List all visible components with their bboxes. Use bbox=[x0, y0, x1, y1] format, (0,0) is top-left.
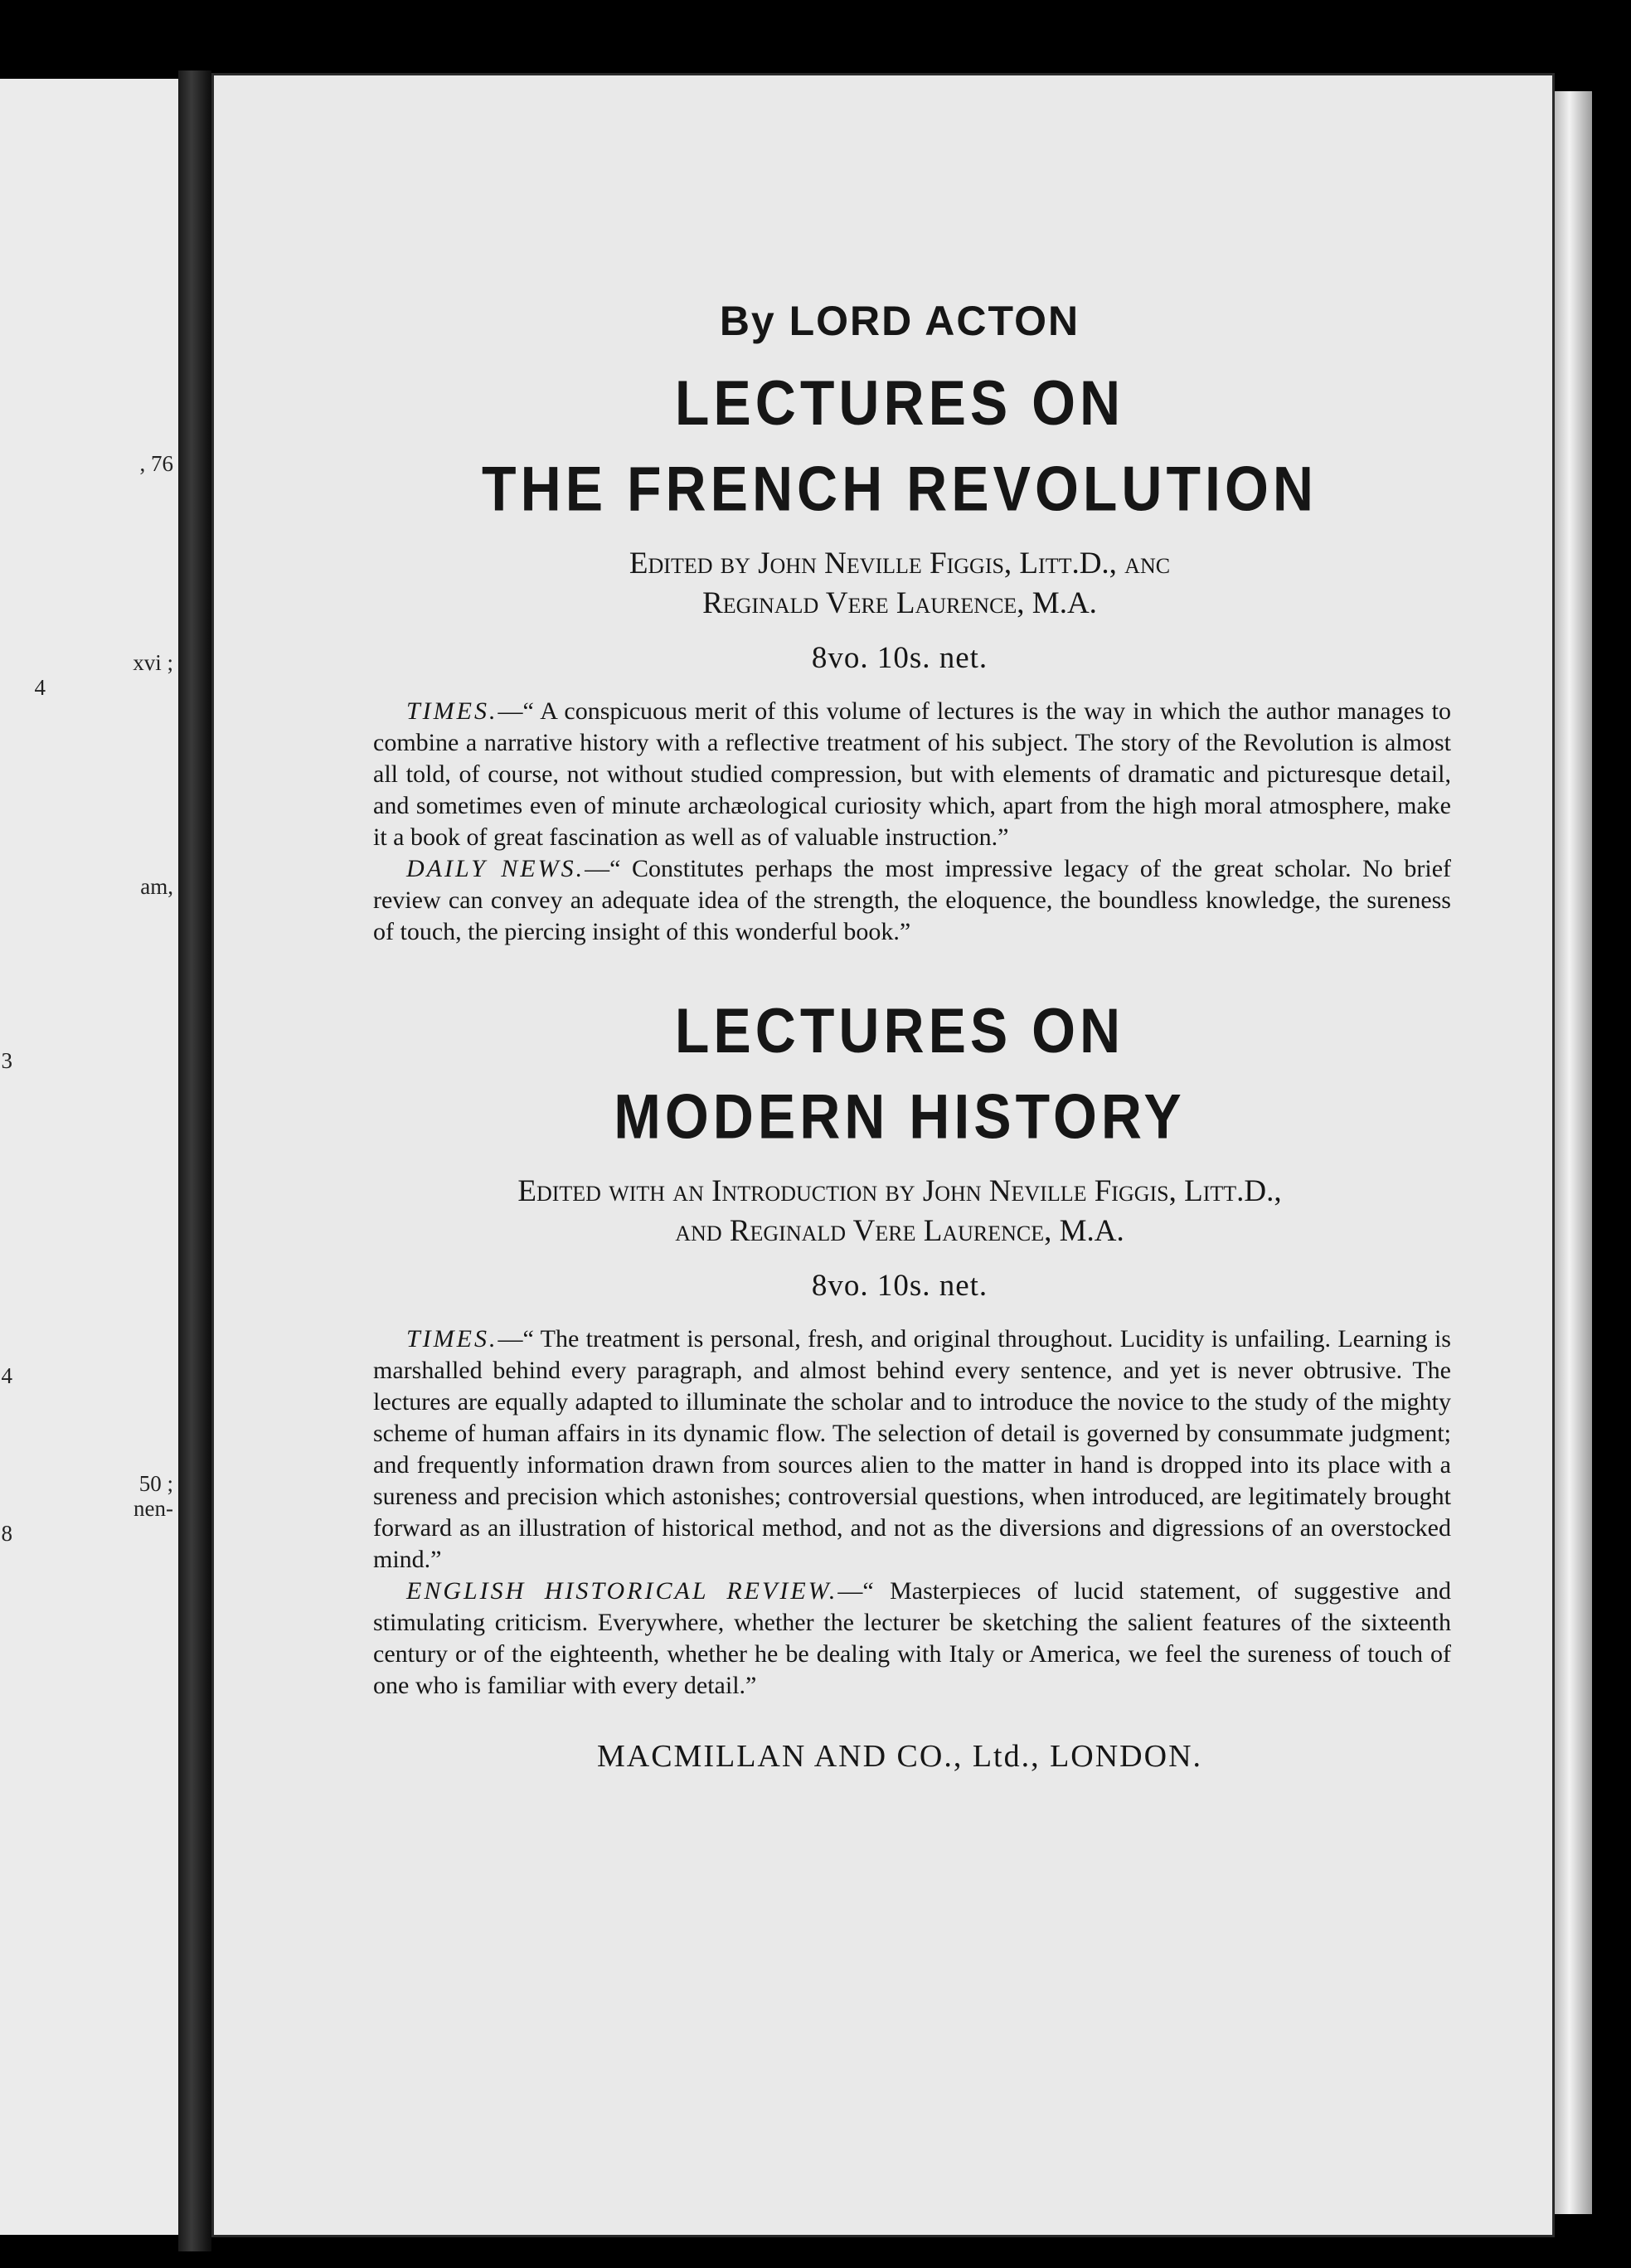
book2-reviews bbox=[328, 1323, 1472, 1702]
book1-price: 8vo. 10s. net. bbox=[811, 641, 988, 675]
book1-editors-line2: Reginald Vere Laurence, M.A. bbox=[702, 586, 1097, 620]
review-text: —“ The treatment is personal, fresh, and original throughout. Lucidity is unfailing. Learning is marshalled behind every paragraph, and almost behind every sentence, and yet is never obtrusive. The lectures are equally adapted to illuminate the scholar and to introduce the novice to the study of the mighty scheme of human affairs in its dynamic flow. The selection of detail is governed by consummate judgment; and frequently information drawn from sources alien to the matter in hand is dropped into its place with a sureness and precision which astonishes; controversial questions, when introduced, are legitimately brought forward as an illustration of historical method, and not as the diversions and digressions of an overstocked mind.” bbox=[373, 1325, 1451, 1573]
review-text: —“ Masterpieces of lucid statement, of suggestive and stimulating criticism. Everywhere, whether the lecturer be sketching the salient features of the sixteenth century or of the eighteenth, whether he be dealing with Italy or America, we feel the sureness of touch of one who is familiar with every detail.” bbox=[373, 1577, 1451, 1699]
margin-fragment: 50 ; bbox=[138, 1471, 173, 1496]
review-source: TIMES. bbox=[406, 1325, 498, 1353]
book2-price: 8vo. 10s. net. bbox=[811, 1269, 988, 1303]
book1-editors bbox=[328, 544, 1472, 624]
book1-editors-line1: Edited by John Neville Figgis, Litt.D., anc bbox=[629, 546, 1171, 580]
review-paragraph bbox=[373, 1323, 1451, 1576]
advertisement-page bbox=[211, 73, 1555, 2237]
review-text: —“ Constitutes perhaps the most impressive legacy of the great scholar. No brief review can convey an adequate idea of the strength, the eloquence, the boundless knowledge, the sureness of touch, the piercing insight of this wonderful book.” bbox=[373, 855, 1452, 945]
author-line: By LORD ACTON bbox=[719, 298, 1080, 344]
book1-title-line1: LECTURES ON bbox=[674, 367, 1125, 440]
book2-editors-line1: Edited with an Introduction by John Neville Figgis, Litt.D., bbox=[517, 1174, 1282, 1208]
previous-page-fragment bbox=[0, 79, 178, 2235]
review-paragraph bbox=[373, 1576, 1451, 1702]
margin-fragment: 8 bbox=[1, 1521, 12, 1546]
margin-fragment: 3 bbox=[1, 1048, 12, 1073]
review-source: DAILY NEWS. bbox=[406, 855, 585, 882]
review-paragraph bbox=[373, 853, 1451, 948]
margin-fragment: 4 bbox=[1, 1363, 12, 1388]
book-gutter bbox=[178, 70, 211, 2251]
publisher-imprint: MACMILLAN AND CO., Ltd., LONDON. bbox=[596, 1739, 1203, 1774]
margin-fragment: 4 bbox=[34, 675, 46, 700]
book2-title-line2: MODERN HISTORY bbox=[614, 1081, 1186, 1153]
review-text: —“ A conspicuous merit of this volume of lectures is the way in which the author manages to combine a narrative history with a reflective treatment of his subject. The story of the Revolution is almost all told, of course, not without studied compression, but with elements of dramatic and picturesque detail, and sometimes even of minute archæological curiosity which, apart from the high moral atmosphere, make it a book of great fascination as well as of valuable instruction.” bbox=[373, 697, 1451, 851]
review-source: ENGLISH HISTORICAL REVIEW. bbox=[406, 1577, 838, 1605]
book2-title-line1: LECTURES ON bbox=[674, 995, 1125, 1067]
book2-editors bbox=[328, 1172, 1472, 1251]
margin-fragment: am, bbox=[140, 874, 173, 899]
margin-fragment: , 76 bbox=[139, 451, 173, 476]
book1-reviews bbox=[328, 696, 1472, 948]
margin-fragment: xvi ; bbox=[133, 650, 173, 675]
book1-title-line2: THE FRENCH REVOLUTION bbox=[482, 453, 1318, 525]
margin-fragment: nen- bbox=[133, 1496, 173, 1521]
book1-title bbox=[328, 361, 1472, 532]
page-content bbox=[328, 222, 1472, 1775]
book2-title bbox=[328, 988, 1472, 1159]
book2-editors-line2: and Reginald Vere Laurence, M.A. bbox=[675, 1214, 1124, 1248]
page-edge bbox=[1555, 91, 1592, 2214]
review-paragraph bbox=[373, 696, 1451, 853]
review-source: TIMES. bbox=[406, 697, 498, 725]
